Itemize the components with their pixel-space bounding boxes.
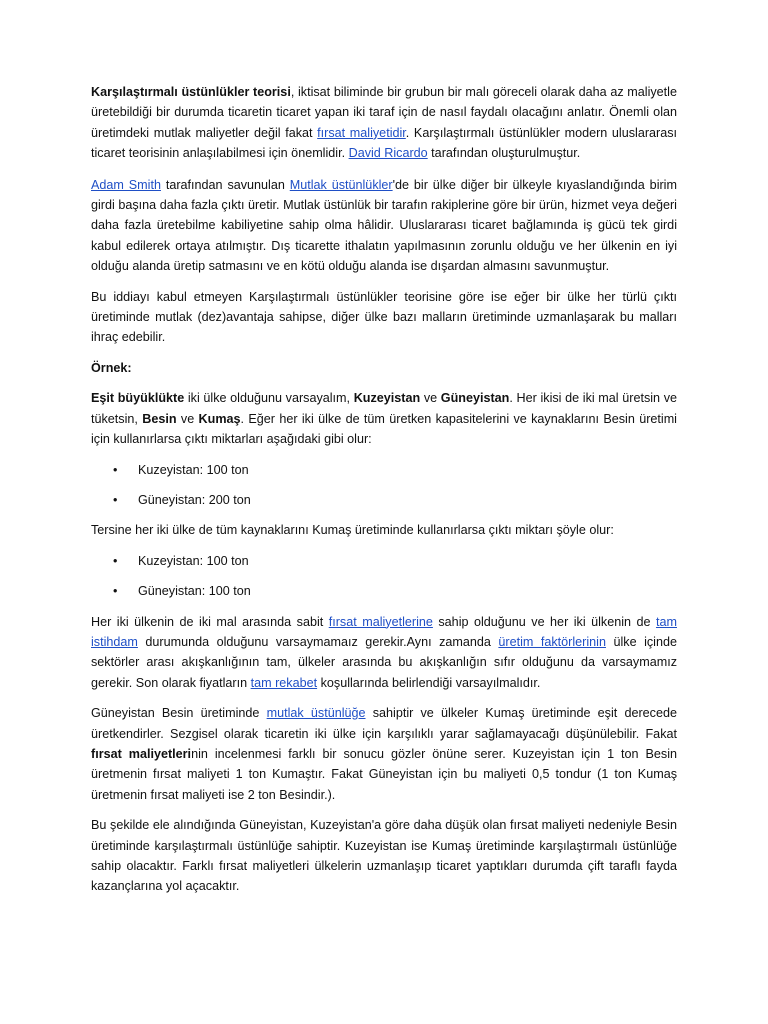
cloth-intro-paragraph: Tersine her iki ülke de tüm kaynaklarını Kumaş üretiminde kullanırlarsa çıktı miktarı şöyle olur: [91, 523, 614, 538]
link-mutlak-ustunluge[interactable]: mutlak üstünlüğe [266, 706, 366, 721]
analysis-paragraph: Güneyistan Besin üretiminde mutlak üstünlüğe sahiptir ve ülkeler Kumaş üretiminde eşit derecede üretkendirler. Sezgisel olarak ticaretin iki ülke için karşılıklı yarar sağlamayacağı düşünülebilir. Fakat fırsat maliyetlerinin incelenmesi farklı bir sonucu gözler önüne serer. Kuzeyistan için 1 ton Besin üretmenin fırsat maliyeti 1 ton Kumaştır. Fakat Güneyistan için bu maliyeti 0,5 tondur (1 ton Kumaş üretmenin fırsat maliyeti ise 2 ton Besindir.). [91, 706, 677, 802]
theory-term: Karşılaştırmalı üstünlükler teorisi [91, 85, 291, 99]
link-firsat-maliyetlerine[interactable]: fırsat maliyetlerine [328, 614, 433, 629]
list-item: • Kuzeyistan: 100 ton [91, 460, 677, 480]
absolute-advantage-paragraph: Adam Smith tarafından savunulan Mutlak üstünlükler'de bir ülke diğer bir ülkeyle kıyaslandığında birim girdi başına daha fazla çıktı üretir. Mutlak üstünlük bir tarafın rakiplerine göre bir ürün, hizmet veya değeri daha fazla üretebilme kabiliyetine sahip olma hâlidir. Uluslararası ticaret bağlamında iş gücü tek girdi kabul edilerek ortaya atılmıştır. Dış ticarette ithalatın yapılmasının zorunlu olduğu ve her ülkenin en iyi olduğu alanda üretip satmasını ve en kötü olduğu alanda ise dışardan almasını savunmuştur. [91, 177, 677, 274]
list-item: • Kuzeyistan: 100 ton [91, 551, 677, 571]
list-item: • Güneyistan: 200 ton [91, 490, 677, 510]
food-output-list [91, 460, 677, 511]
link-tam-rekabet[interactable]: tam rekabet [250, 675, 318, 690]
conclusion-paragraph: Bu şekilde ele alındığında Güneyistan, Kuzeyistan'a göre daha düşük olan fırsat maliyeti nedeniyle Besin üretiminde karşılaştırmalı üstünlüğe sahiptir. Kuzeyistan ise Kumaş üretiminde karşılaştırmalı üstünlüğe sahip olacaktır. Farklı fırsat maliyetleri ülkelerin uzmanlaşıp ticaret yaptıkları durumda çift taraflı fayda kazançlarına yol açacaktır. [91, 818, 677, 894]
comparative-claim-paragraph: Bu iddiayı kabul etmeyen Karşılaştırmalı üstünlükler teorisine göre ise eğer bir ülke her türlü çıktı üretiminde mutlak (dez)avantaja sahipse, diğer ülke bazı malların üretiminde uzmanlaşarak bu malları ihraç edebilir. [91, 289, 677, 345]
assumptions-paragraph: Her iki ülkenin de iki mal arasında sabit fırsat maliyetlerine sahip olduğunu ve her iki ülkenin de tam istihdam durumunda olduğunu varsaymamaız gerekir.Aynı zamanda üretim faktörlerinin ülke içinde sektörler arası akışkanlığının tam, ülkeler arasında bu akışkanlığın sıfır olduğunu da varsaymamız gerekir. Son olarak fiyatların tam rekabet koşullarında belirlendiği varsayılmalıdır. [91, 614, 677, 690]
link-tam-istihdam[interactable]: tam istihdam [91, 614, 677, 649]
document-page [91, 82, 677, 907]
list-item: • Güneyistan: 100 ton [91, 581, 677, 601]
example-setup-paragraph: Eşit büyüklükte iki ülke olduğunu varsayalım, Kuzeyistan ve Güneyistan. Her ikisi de iki mal üretsin ve tüketsin, Besin ve Kumaş. Eğer her iki ülke de tüm üretken kapasitelerini ve kaynaklarını Besin üretimi için kullanırlarsa çıktı miktarları aşağıdaki gibi olur: [91, 391, 677, 447]
link-adam-smith[interactable]: Adam Smith [91, 177, 161, 192]
intro-paragraph: Karşılaştırmalı üstünlükler teorisi, iktisat biliminde bir grubun bir malı göreceli olarak daha az maliyetle üretebildiği bir durumda ticaretin ticaret yapan iki taraf için de nasıl faydalı olacağını anlatır. Önemli olan üretimdeki mutlak maliyetler değil fakat fırsat maliyetidir. Karşılaştırmalı üstünlükler modern uluslararası ticaret teorisinin anlaşılabilmesi için önemlidir. David Ricardo tarafından oluşturulmuştur. [91, 85, 678, 161]
link-david-ricardo[interactable]: David Ricardo [348, 146, 428, 161]
link-uretim-faktorlerinin[interactable]: üretim faktörlerinin [498, 634, 606, 649]
example-heading: Örnek: [91, 360, 132, 375]
cloth-output-list [91, 551, 677, 602]
link-mutlak-ustunlukler[interactable]: Mutlak üstünlükler [289, 177, 393, 192]
link-firsat-maliyetidir[interactable]: fırsat maliyetidir [317, 125, 406, 140]
